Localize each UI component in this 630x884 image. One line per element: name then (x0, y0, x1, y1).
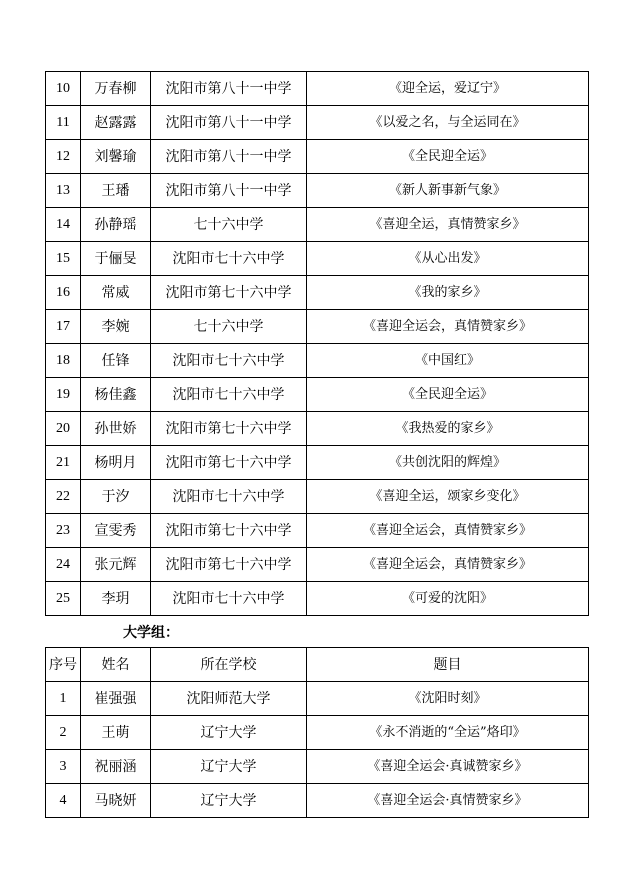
school-name: 沈阳市七十六中学 (151, 480, 307, 514)
university-results-table (45, 647, 589, 818)
essay-title: 《沈阳时刻》 (307, 682, 589, 716)
table-row (46, 208, 589, 242)
row-number: 13 (46, 174, 81, 208)
student-name: 杨明月 (81, 446, 151, 480)
essay-title: 《可爱的沈阳》 (307, 582, 589, 616)
row-number: 23 (46, 514, 81, 548)
row-number: 11 (46, 106, 81, 140)
row-number: 3 (46, 750, 81, 784)
student-name: 祝丽涵 (81, 750, 151, 784)
row-number: 12 (46, 140, 81, 174)
student-name: 李婉 (81, 310, 151, 344)
row-number: 22 (46, 480, 81, 514)
essay-title: 《迎全运，爱辽宁》 (307, 72, 589, 106)
row-number: 4 (46, 784, 81, 818)
essay-title: 《永不消逝的“全运”烙印》 (307, 716, 589, 750)
table-row (46, 72, 589, 106)
essay-title: 《全民迎全运》 (307, 378, 589, 412)
table-row (46, 480, 589, 514)
row-number: 18 (46, 344, 81, 378)
student-name: 杨佳鑫 (81, 378, 151, 412)
school-name: 沈阳市七十六中学 (151, 242, 307, 276)
table-row (46, 514, 589, 548)
header-no: 序号 (46, 648, 81, 682)
table-header-row (46, 648, 589, 682)
table-row (46, 106, 589, 140)
student-name: 王萌 (81, 716, 151, 750)
student-name: 王璠 (81, 174, 151, 208)
row-number: 24 (46, 548, 81, 582)
table-row (46, 412, 589, 446)
row-number: 20 (46, 412, 81, 446)
essay-title: 《喜迎全运会·真情赞家乡》 (307, 784, 589, 818)
table-row (46, 276, 589, 310)
student-name: 于俪旻 (81, 242, 151, 276)
student-name: 于汐 (81, 480, 151, 514)
essay-title: 《喜迎全运会，真情赞家乡》 (307, 548, 589, 582)
university-table-body (46, 682, 589, 818)
middle-school-table-body (46, 72, 589, 616)
student-name: 刘馨瑜 (81, 140, 151, 174)
school-name: 沈阳市第八十一中学 (151, 140, 307, 174)
school-name: 沈阳市第七十六中学 (151, 514, 307, 548)
school-name: 辽宁大学 (151, 750, 307, 784)
essay-title: 《喜迎全运会，真情赞家乡》 (307, 310, 589, 344)
essay-title: 《以爱之名，与全运同在》 (307, 106, 589, 140)
table-row (46, 344, 589, 378)
school-name: 沈阳市第七十六中学 (151, 446, 307, 480)
essay-title: 《喜迎全运，真情赞家乡》 (307, 208, 589, 242)
table-row (46, 446, 589, 480)
table-row (46, 582, 589, 616)
essay-title: 《新人新事新气象》 (307, 174, 589, 208)
header-title: 题目 (307, 648, 589, 682)
row-number: 1 (46, 682, 81, 716)
header-school: 所在学校 (151, 648, 307, 682)
school-name: 辽宁大学 (151, 784, 307, 818)
student-name: 张元辉 (81, 548, 151, 582)
table-row (46, 174, 589, 208)
header-name: 姓名 (81, 648, 151, 682)
essay-title: 《喜迎全运，颂家乡变化》 (307, 480, 589, 514)
school-name: 七十六中学 (151, 310, 307, 344)
essay-title: 《中国红》 (307, 344, 589, 378)
table-row (46, 784, 589, 818)
table-row (46, 716, 589, 750)
school-name: 沈阳市第七十六中学 (151, 276, 307, 310)
school-name: 沈阳市七十六中学 (151, 344, 307, 378)
student-name: 马晓妍 (81, 784, 151, 818)
row-number: 25 (46, 582, 81, 616)
school-name: 沈阳市第八十一中学 (151, 106, 307, 140)
student-name: 崔强强 (81, 682, 151, 716)
essay-title: 《喜迎全运会·真诚赞家乡》 (307, 750, 589, 784)
school-name: 辽宁大学 (151, 716, 307, 750)
row-number: 15 (46, 242, 81, 276)
school-name: 沈阳市第七十六中学 (151, 548, 307, 582)
table-row (46, 750, 589, 784)
essay-title: 《共创沈阳的辉煌》 (307, 446, 589, 480)
student-name: 万春柳 (81, 72, 151, 106)
university-group-label: 大学组： (123, 625, 179, 641)
school-name: 沈阳师范大学 (151, 682, 307, 716)
school-name: 沈阳市第八十一中学 (151, 72, 307, 106)
school-name: 沈阳市七十六中学 (151, 378, 307, 412)
student-name: 李玥 (81, 582, 151, 616)
student-name: 常威 (81, 276, 151, 310)
essay-title: 《喜迎全运会，真情赞家乡》 (307, 514, 589, 548)
school-name: 沈阳市七十六中学 (151, 582, 307, 616)
table-row (46, 310, 589, 344)
row-number: 16 (46, 276, 81, 310)
school-name: 沈阳市第七十六中学 (151, 412, 307, 446)
row-number: 17 (46, 310, 81, 344)
table-row (46, 548, 589, 582)
essay-title: 《全民迎全运》 (307, 140, 589, 174)
student-name: 孙静瑶 (81, 208, 151, 242)
essay-title: 《从心出发》 (307, 242, 589, 276)
student-name: 宣雯秀 (81, 514, 151, 548)
student-name: 孙世娇 (81, 412, 151, 446)
student-name: 任锋 (81, 344, 151, 378)
row-number: 10 (46, 72, 81, 106)
row-number: 21 (46, 446, 81, 480)
row-number: 19 (46, 378, 81, 412)
middle-school-results-table (45, 71, 589, 616)
table-row (46, 378, 589, 412)
row-number: 2 (46, 716, 81, 750)
essay-title: 《我热爱的家乡》 (307, 412, 589, 446)
school-name: 沈阳市第八十一中学 (151, 174, 307, 208)
table-row (46, 140, 589, 174)
school-name: 七十六中学 (151, 208, 307, 242)
row-number: 14 (46, 208, 81, 242)
table-row (46, 682, 589, 716)
student-name: 赵露露 (81, 106, 151, 140)
table-row (46, 242, 589, 276)
essay-title: 《我的家乡》 (307, 276, 589, 310)
